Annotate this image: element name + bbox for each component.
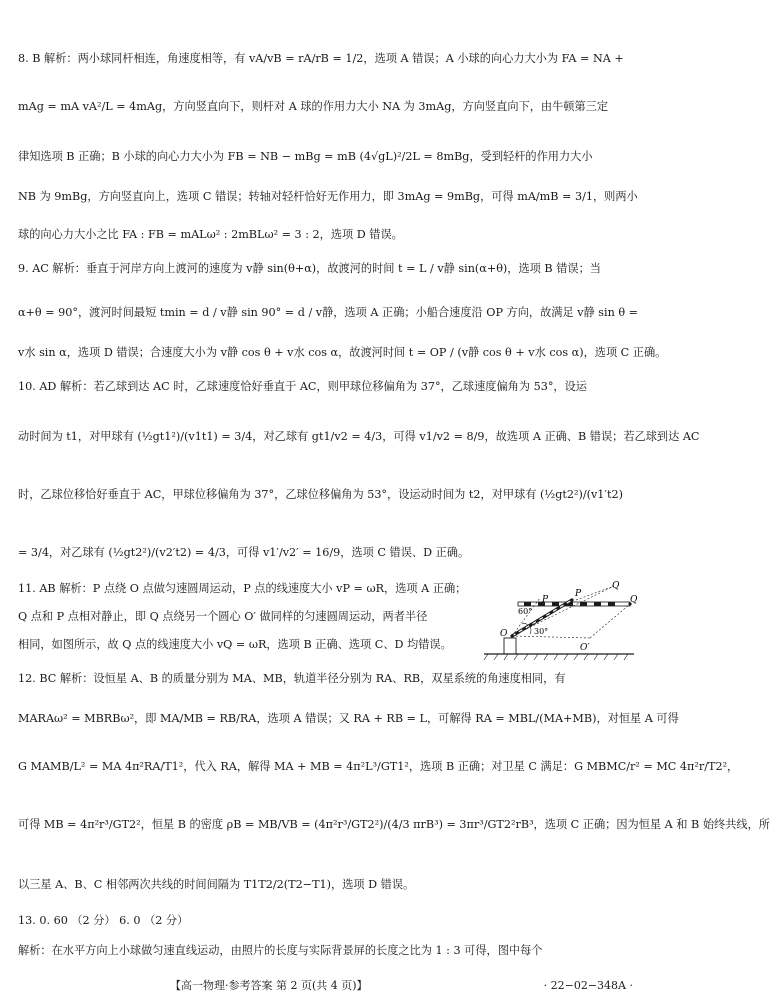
footer-code: · 22−02−348A ·	[543, 979, 633, 992]
q12-line-3: G MAMB/L² = MA 4π²RA/T1²，代入 RA，解得 MA + MB = 4π²L³/GT1²，选项 B 正确；对卫星 C 满足：G MBMC/r² = MC 4π²r/T2²，	[18, 760, 739, 773]
q8-line-2: mAg = mA vA²/L = 4mAg，方向竖直向下，则杆对 A 球的作用力大小 NA 为 3mAg，方向竖直向下，由牛顿第三定	[18, 100, 609, 113]
label-o: O	[500, 629, 508, 639]
q8-line-3: 律知选项 B 正确；B 小球的向心力大小为 FB = NB − mBg = mB (4√gL)²/2L = 8mBg，受到轻杆的作用力大小	[18, 150, 593, 163]
q12-line-5: 以三星 A、B、C 相邻两次共线的时间间隔为 T1T2/2(T2−T1)，选项 D 错误。	[18, 878, 415, 891]
q13-line-2: 解析：在水平方向上小球做匀速直线运动，由照片的长度与实际背景屏的长度之比为 1 : 3 可得，图中每个	[18, 944, 543, 957]
label-p: P	[542, 595, 549, 605]
q8-line-5: 球的向心力大小之比 FA : FB = mALω² : 2mBLω² = 3 : 2，选项 D 错误。	[18, 228, 403, 241]
label-60: 60°	[518, 607, 533, 616]
footer-title: 【高一物理·参考答案 第 2 页(共 4 页)】	[170, 979, 368, 992]
q8-line-1: 8. B 解析：两小球同杆相连，角速度相等，有 vA/vB = rA/rB = 1/2，选项 A 错误；A 小球的向心力大小为 FA = NA +	[18, 52, 624, 65]
page-footer	[0, 976, 653, 996]
q12-line-2: MARAω² = MBRBω²，即 MA/MB = RB/RA，选项 A 错误；又 RA + RB = L，可解得 RA = MBL/(MA+MB)，对恒星 A 可得	[18, 712, 679, 725]
label-q-bar: Q	[630, 595, 638, 605]
label-o-prime: O′	[580, 643, 590, 653]
q11-line-3: 相同，如图所示，故 Q 点的线速度大小 vQ = ωR，选项 B 正确、选项 C、D 均错误。	[18, 638, 452, 651]
q12-line-4: 可得 MB = 4π²r³/GT2²，恒星 B 的密度 ρB = MB/VB = (4π²r³/GT2²)/(4/3 πrB³) = 3πr³/GT2²rB³，选项 C 正确；因为恒星 A 和 B 始终共线，所	[18, 818, 770, 831]
q11-line-1: 11. AB 解析：P 点绕 O 点做匀速圆周运动，P 点的线速度大小 vP = ωR，选项 A 正确；	[18, 582, 467, 595]
q10-line-3: 时，乙球位移恰好垂直于 AC，甲球位移偏角为 37°，乙球位移偏角为 53°，设运动时间为 t2，对甲球有 (½gt2²)/(v1′t2)	[18, 488, 623, 501]
label-p-bar: P	[575, 589, 582, 599]
q8-line-4: NB 为 9mBg，方向竖直向上，选项 C 错误；转轴对轻杆恰好无作用力，即 3mAg = 9mBg，可得 mA/mB = 3/1，则两小	[18, 190, 638, 203]
q10-line-4: = 3/4，对乙球有 (½gt2²)/(v2′t2) = 4/3，可得 v1′/v2′ = 16/9，选项 C 错误、D 正确。	[18, 546, 470, 559]
q9-line-2: α+θ = 90°，渡河时间最短 tmin = d / v静 sin 90° = d / v静，选项 A 正确；小船合速度沿 OP 方向，故满足 v静 sin θ =	[18, 306, 639, 319]
q9-line-3: v水 sin α，选项 D 错误；合速度大小为 v静 cos θ + v水 cos α，故渡河时间 t = OP / (v静 cos θ + v水 cos α)，选项 C 正确。	[18, 346, 667, 359]
q10-line-2: 动时间为 t1，对甲球有 (½gt1²)/(v1t1) = 3/4，对乙球有 gt1/v2 = 4/3，可得 v1/v2 = 8/9，故选项 A 正确、B 错误；若乙球到达 AC	[18, 430, 700, 443]
q13-line-1: 13. 0. 60 （2 分） 6. 0 （2 分）	[18, 914, 189, 927]
q9-line-1: 9. AC 解析：垂直于河岸方向上渡河的速度为 v静 sin(θ+α)，故渡河的时间 t = L / v静 sin(α+θ)，选项 B 错误；当	[18, 262, 601, 275]
label-q-top: Q	[612, 581, 620, 591]
rotation-diagram	[480, 578, 638, 664]
q11-line-2: Q 点和 P 点相对静止，即 Q 点绕另一个圆心 O′ 做同样的匀速圆周运动，两者半径	[18, 610, 428, 623]
q12-line-1: 12. BC 解析：设恒星 A、B 的质量分别为 MA、MB，轨道半径分别为 RA、RB，双星系统的角速度相同，有	[18, 672, 566, 685]
q10-line-1: 10. AD 解析：若乙球到达 AC 时，乙球速度恰好垂直于 AC，则甲球位移偏角为 37°，乙球速度偏角为 53°，设运	[18, 380, 587, 393]
label-30: 30°	[534, 627, 549, 636]
